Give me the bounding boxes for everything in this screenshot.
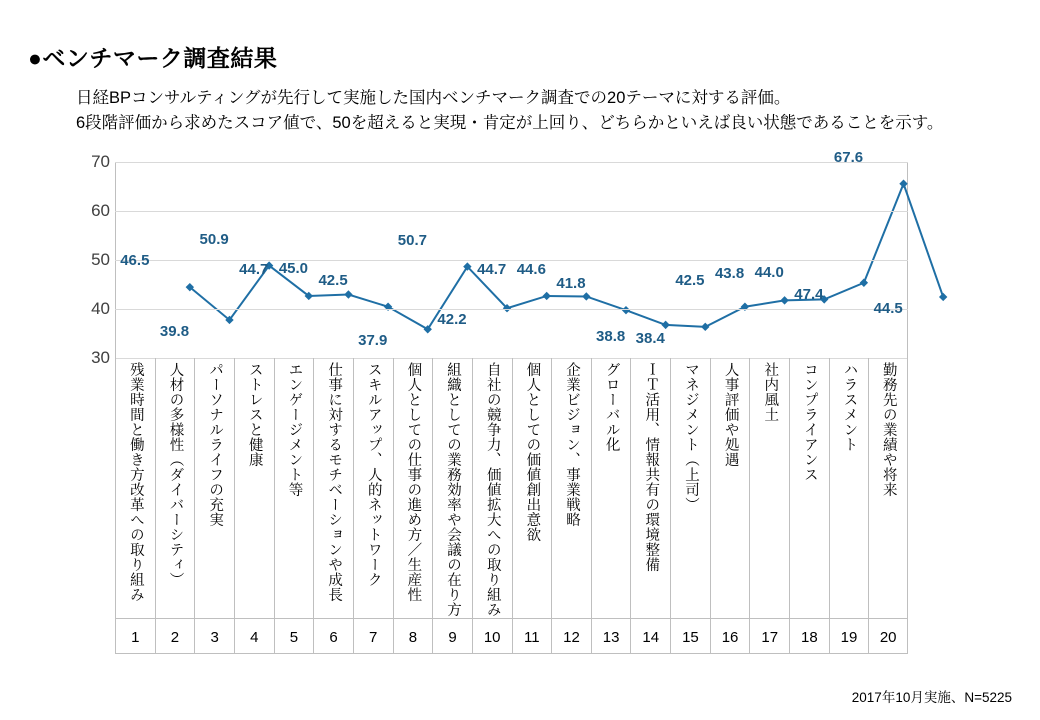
y-axis-tick-60: 60 bbox=[91, 201, 110, 220]
category-number: 17 bbox=[761, 629, 779, 646]
category-label: 人事評価や処遇 bbox=[722, 362, 739, 467]
data-point-marker bbox=[344, 290, 352, 298]
category-number: 13 bbox=[602, 629, 620, 646]
category-cell bbox=[313, 358, 353, 654]
data-point-marker bbox=[622, 306, 630, 314]
category-label: 組織としての業務効率や会議の在り方 bbox=[445, 362, 462, 617]
category-number: 20 bbox=[879, 629, 897, 646]
data-label: 39.8 bbox=[159, 322, 190, 340]
data-label: 46.5 bbox=[120, 252, 150, 270]
category-label: マネジメント（上司） bbox=[682, 362, 699, 512]
category-number: 1 bbox=[131, 629, 140, 646]
category-label: 残業時間と働き方改革への取り組み bbox=[127, 362, 144, 602]
category-cell bbox=[274, 358, 314, 654]
data-point-marker bbox=[899, 180, 907, 188]
data-point-marker bbox=[780, 296, 788, 304]
category-cell bbox=[115, 358, 155, 654]
y-axis-tick-40: 40 bbox=[91, 299, 110, 318]
category-cell bbox=[432, 358, 472, 654]
category-label: 勤務先の業績や将来 bbox=[880, 362, 897, 497]
category-number: 12 bbox=[563, 629, 580, 646]
category-label: コンプライアンス bbox=[801, 362, 818, 482]
data-label: 44.6 bbox=[516, 261, 546, 279]
category-number: 11 bbox=[524, 629, 540, 646]
category-number: 3 bbox=[210, 629, 219, 646]
category-cell bbox=[591, 358, 631, 654]
category-number: 5 bbox=[289, 629, 299, 646]
data-point-marker bbox=[939, 293, 947, 301]
page-title: ●ベンチマーク調査結果 bbox=[28, 45, 278, 71]
category-label: 個人としての仕事の進め方／生産性 bbox=[405, 362, 422, 602]
category-number: 2 bbox=[170, 629, 180, 646]
category-label: 企業ビジョン、事業戦略 bbox=[564, 362, 581, 527]
category-label: 社内風土 bbox=[762, 362, 779, 422]
subtitle-line-1: 日経BPコンサルティングが先行して実施した国内ベンチマーク調査での20テーマに対する評価。 bbox=[76, 89, 791, 107]
category-label: ハラスメント bbox=[841, 362, 858, 452]
data-label: 50.9 bbox=[199, 230, 229, 248]
category-cell bbox=[393, 358, 433, 654]
category-label: パーソナルライフの充実 bbox=[207, 362, 224, 527]
data-point-marker bbox=[701, 323, 709, 331]
category-cell bbox=[868, 358, 908, 654]
footnote: 2017年10月実施、N=5225 bbox=[851, 690, 1012, 705]
data-label: 38.4 bbox=[635, 329, 665, 347]
data-label: 50.7 bbox=[397, 231, 427, 249]
category-number: 9 bbox=[448, 629, 457, 646]
data-label: 42.5 bbox=[675, 271, 705, 289]
chart-value-area bbox=[115, 148, 908, 358]
category-label: 人材の多様性（ダイバーシティ） bbox=[167, 362, 184, 587]
category-cell bbox=[710, 358, 750, 654]
gridline-70 bbox=[115, 162, 908, 163]
data-label: 42.2 bbox=[437, 311, 467, 329]
category-label: 自社の競争力、価値拡大への取り組み bbox=[484, 362, 501, 617]
data-label: 44.7 bbox=[477, 260, 507, 278]
category-number: 4 bbox=[250, 629, 259, 646]
data-label: 42.5 bbox=[318, 271, 348, 289]
category-label: グローバル化 bbox=[603, 362, 620, 452]
data-label: 41.8 bbox=[556, 275, 586, 293]
category-number: 14 bbox=[642, 629, 660, 646]
category-number: 19 bbox=[840, 629, 858, 646]
y-axis-tick-50: 50 bbox=[91, 250, 110, 269]
data-label: 67.6 bbox=[833, 148, 864, 166]
data-label: 44.7 bbox=[239, 260, 269, 278]
category-cell bbox=[512, 358, 552, 654]
category-cell bbox=[630, 358, 670, 654]
data-label: 44.0 bbox=[754, 264, 784, 282]
category-cell bbox=[551, 358, 591, 654]
category-cell bbox=[749, 358, 789, 654]
y-axis-tick-70: 70 bbox=[91, 152, 110, 171]
category-cell bbox=[670, 358, 710, 654]
gridline-40 bbox=[115, 309, 908, 310]
data-label: 47.4 bbox=[794, 285, 824, 303]
category-cell bbox=[155, 358, 195, 654]
y-axis-labels bbox=[60, 152, 110, 367]
benchmark-line-chart bbox=[60, 148, 908, 654]
category-cell bbox=[472, 358, 512, 654]
data-point-marker bbox=[582, 292, 590, 300]
category-label: 仕事に対するモチベーションや成長 bbox=[326, 362, 343, 602]
y-axis-tick-30: 30 bbox=[91, 348, 110, 367]
category-label: ＩＴ活用、情報共有の環境整備 bbox=[643, 362, 660, 572]
category-label: スキルアップ、人的ネットワーク bbox=[365, 362, 382, 587]
category-number: 6 bbox=[329, 629, 338, 646]
data-label: 44.5 bbox=[873, 299, 903, 317]
category-label: エンゲージメント等 bbox=[286, 362, 303, 497]
subtitle-line-2: 6段階評価から求めたスコア値で、50を超えると実現・肯定が上回り、どちらかといえば良い状態であることを示す。 bbox=[76, 114, 944, 132]
series-polyline bbox=[190, 184, 943, 330]
category-number: 15 bbox=[682, 629, 699, 646]
category-cell bbox=[789, 358, 829, 654]
category-cell bbox=[353, 358, 393, 654]
category-label: 個人としての価値創出意欲 bbox=[524, 362, 541, 542]
category-number: 8 bbox=[408, 629, 418, 646]
category-cell bbox=[829, 358, 869, 654]
category-number: 18 bbox=[801, 629, 818, 646]
x-axis-categories bbox=[115, 358, 908, 654]
category-number: 16 bbox=[721, 629, 739, 646]
data-point-marker bbox=[542, 292, 550, 300]
data-point-marker bbox=[661, 321, 669, 329]
category-cell bbox=[194, 358, 234, 654]
gridline-60 bbox=[115, 211, 908, 212]
gridline-50 bbox=[115, 260, 908, 261]
subtitle-block bbox=[76, 86, 943, 136]
data-point-marker bbox=[860, 279, 868, 287]
data-label: 43.8 bbox=[714, 265, 745, 283]
category-label: ストレスと健康 bbox=[246, 362, 263, 467]
data-label: 38.8 bbox=[596, 327, 626, 345]
category-number: 10 bbox=[483, 629, 501, 646]
data-label: 37.9 bbox=[358, 332, 388, 350]
category-cell bbox=[234, 358, 274, 654]
data-label: 45.0 bbox=[278, 259, 309, 277]
category-number: 7 bbox=[369, 629, 378, 646]
